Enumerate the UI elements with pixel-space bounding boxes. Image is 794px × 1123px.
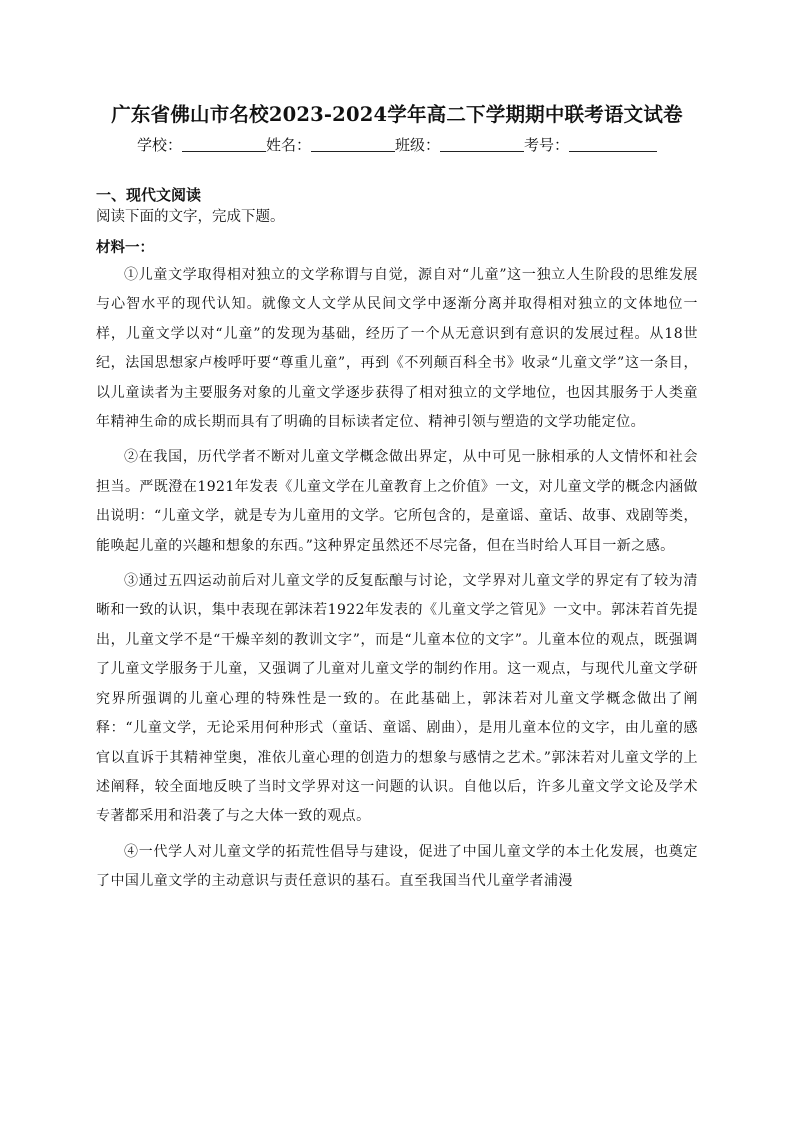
name-field	[266, 132, 395, 158]
exam-number-blank[interactable]	[569, 135, 657, 152]
document-title: 广东省佛山市名校2023-2024学年高二下学期期中联考语文试卷	[111, 103, 683, 126]
name-label: 姓名：	[265, 136, 311, 154]
paragraph-4: ④一代学人对儿童文学的拓荒性倡导与建设，促进了中国儿童文学的本土化发展，也奠定了中国儿童文学的主动意识与责任意识的基石。直至我国当代儿童学者浦漫	[96, 843, 698, 890]
section-heading: 一、现代文阅读	[96, 186, 202, 204]
material-label: 材料一：	[96, 240, 154, 256]
school-label: 学校：	[136, 136, 182, 154]
school-field	[137, 132, 266, 158]
paragraph-2: ②在我国，历代学者不断对儿童文学概念做出界定，从中可见一脉相承的人文情怀和社会担当。严既澄在1921年发表《儿童文学在儿童教育上之价值》一文，对儿童文学的概念内涵做出说明：“儿童文学，就是专为儿童用的文学。它所包含的，是童谣、童话、故事、戏剧等类，能唤起儿童的兴趣和想象的东西。”这种界定虽然还不尽完备，但在当时给人耳目一新之感。	[96, 449, 698, 554]
student-info-row	[96, 132, 698, 158]
class-label: 班级：	[395, 136, 441, 154]
exam-number-label: 考号：	[524, 136, 570, 154]
reading-instruction: 阅读下面的文字，完成下题。	[96, 209, 285, 225]
paragraph-3: ③通过五四运动前后对儿童文学的反复酝酿与讨论，文学界对儿童文学的界定有了较为清晰和一致的认识，集中表现在郭沫若1922年发表的《儿童文学之管见》一文中。郭沫若首先提出，儿童文学不是“干燥辛刻的教训文字”，而是“儿童本位的文字”。儿童本位的观点，既强调了儿童文学服务于儿童，又强调了儿童对儿童文学的制约作用。这一观点，与现代儿童文学研究界所强调的儿童心理的特殊性是一致的。在此基础上，郭沫若对儿童文学概念做出了阐释：“儿童文学，无论采用何种形式（童话、童谣、剧曲），是用儿童本位的文字，由儿童的感官以直诉于其精神堂奥，准依儿童心理的创造力的想象与感情之艺术。”郭沫若对儿童文学的上述阐释，较全面地反映了当时文学界对这一问题的认识。自他以后，许多儿童文学文论及学术专著都采用和沿袭了与之大体一致的观点。	[96, 573, 698, 825]
class-field	[395, 132, 524, 158]
exam-number-field	[524, 132, 657, 158]
name-blank[interactable]	[311, 135, 395, 152]
school-blank[interactable]	[182, 135, 266, 152]
paragraph-1: ①儿童文学取得相对独立的文学称谓与自觉，源自对“儿童”这一独立人生阶段的思维发展与心智水平的现代认知。就像文人文学从民间文学中逐渐分离并取得相对独立的文体地位一样，儿童文学以对“儿童”的发现为基础，经历了一个从无意识到有意识的发展过程。从18世纪，法国思想家卢梭呼吁要“尊重儿童”，再到《不列颠百科全书》收录“儿童文学”这一条目，以儿童读者为主要服务对象的儿童文学逐步获得了相对独立的文学地位，也因其服务于人类童年精神生命的成长期而具有了明确的目标读者定位、精神引领与塑造的文学功能定位。	[96, 267, 698, 431]
class-blank[interactable]	[440, 135, 524, 152]
